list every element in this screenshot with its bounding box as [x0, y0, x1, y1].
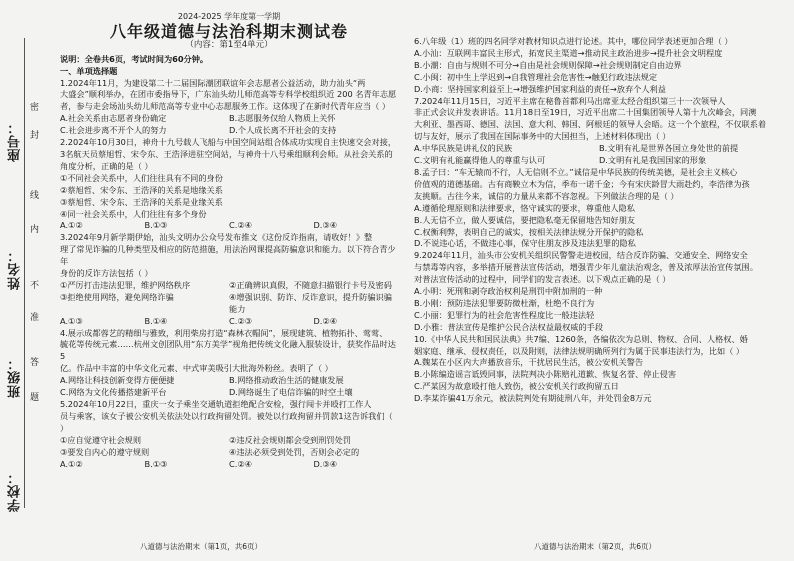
- question-stem-line: 8.孟子曰：“车无辕而不行，人无信则不立。”诚信是中华民族的传统美德，是社会主义核心: [414, 166, 738, 177]
- answer-option: C.权衡利弊，表明自己的诚实，按相关法律法规分开保护的隐私: [414, 226, 644, 237]
- answer-option: ①严厉打击违法犯罪，维护网络秩序: [60, 279, 191, 290]
- option-group: [60, 280, 398, 316]
- answer-choice: B.①③: [144, 220, 168, 231]
- answer-choices: [60, 459, 398, 471]
- answer-option: B.文明有礼是世界各国立身处世的前提: [599, 143, 739, 154]
- page-1: [60, 0, 398, 561]
- answer-option: A.社会关系由志愿者身份确定: [60, 113, 167, 124]
- answer-option: ②正确辨识真假，不随意扫描银行卡号及密码: [229, 279, 392, 290]
- seal-char: 题: [30, 393, 40, 403]
- answer-option: A.小明：死刑和剥夺政治权利是刑罚中附加刑的一种: [414, 286, 603, 297]
- question-stem-line: 3.2024年9月新学期伊始，汕头文明办公众号发布推文《这份反诈指南，请收好！》整: [60, 232, 373, 243]
- question-list: [414, 36, 784, 405]
- answer-option: C.小丽：犯罪行为的社会危害性程度比一般违法轻: [414, 309, 595, 320]
- question-stem-line: 理了常见诈骗的几种类型及相应的防范措施，用法治网课提高防骗意识和能力。以下符合青少年: [60, 244, 396, 267]
- answer-option: B.小潮：自由与规则不可分→自由是社会规则保障→社会规则制定自由边界: [414, 59, 682, 70]
- answer-option: ②蔡旭哲、宋令东、王浩泽的关系是地缘关系: [60, 184, 223, 195]
- question: [60, 399, 398, 470]
- answer-option: C.文明有礼能赢得他人的尊重与认可: [414, 155, 546, 166]
- exam-scope: （内容：第1至4单元）: [185, 39, 273, 50]
- answer-choices: [60, 220, 398, 232]
- answer-option: ④违法必须受到处罚，否则会必定的: [229, 446, 360, 457]
- page-footer: 八道德与法治期末（第2页，共6页）: [534, 542, 657, 552]
- question-stem-line: 姻家庭、继承、侵权责任，以及附则，法律法规明确所列行为属于民事违法行为，比如（ ）: [414, 345, 745, 356]
- answer-option: A.遵循伦理原则和法律要求，恪守诚实的要求，尊重他人隐私: [414, 202, 635, 213]
- question-stem-line: 7.2024年11月15日，习近平主席在秘鲁首都利马出席亚太经合组织第三十一次领导人: [414, 95, 726, 106]
- option-group: [414, 286, 784, 334]
- question-stem-line: 9.2024年11月，汕头市公安机关组织民警警走进校园，结合反诈防骗、交通安全、网络安全: [414, 250, 748, 261]
- name-field[interactable]: 姓名：: [8, 248, 23, 290]
- answer-choice: C.②④: [229, 220, 252, 231]
- answer-option: B.网络推动政治生活的健康发展: [229, 375, 344, 386]
- answer-option: ①应自觉遵守社会规则: [60, 434, 142, 445]
- answer-option: D.不说违心话，不做违心事，保守住朋友涉及违法犯罪的隐私: [414, 238, 636, 249]
- question-stem-line: 切与友好，展示了我国在国际事务中的大国担当，上述材料体现出（ ）: [414, 131, 671, 142]
- answer-choice: B.①③: [144, 458, 168, 469]
- answer-option: B.小刚：预防违法犯罪要防微杜渐，杜绝不良行为: [414, 297, 595, 308]
- question-stem-line: 友挑顺。古往今来，诚信的力量从来都不容忽视。下列做法合理的是（ ）: [414, 190, 679, 201]
- option-group: [414, 48, 784, 96]
- seat-number-field[interactable]: 座号：: [8, 120, 23, 162]
- answer-option: ④增强识别、防诈、反诈意识，提升防骗识骗能力: [229, 291, 392, 314]
- question-stem-line: 与禁毒等内容，多举措开展普法宣传活动，增强青少年儿童法治观念，普及浓厚法治宣传氛围。: [414, 262, 758, 273]
- option-group: [414, 143, 784, 167]
- section-heading: 一、单项选择题: [60, 65, 118, 76]
- answer-choice: C.②③: [229, 315, 252, 326]
- answer-option: A.小汕：互联网丰富民主形式，拓宽民主渠道→推动民主政治进步→提升社会文明程度: [414, 47, 723, 58]
- class-field[interactable]: 班级：: [8, 356, 23, 398]
- question: [414, 167, 784, 250]
- option-group: [60, 435, 398, 459]
- option-group: [60, 113, 398, 137]
- answer-option: ③蔡旭哲、宋令东、王浩泽的关系是业缘关系: [60, 196, 223, 207]
- question-stem-line: 非正式会议并发表讲话。11月18日至19日，习近平出席二十国集团领导人第十九次峰会，同澳: [414, 107, 757, 118]
- seal-char: 密: [30, 103, 40, 113]
- answer-option: ④同一社会关系中，人们往往有多个身份: [60, 208, 207, 219]
- question-stem-line: 价值观的道德基础。古有商鞅立木为信，季布一诺千金；今有宋庆龄冒大雨赴约，李浩律为孩: [414, 178, 750, 189]
- question: [414, 334, 784, 405]
- question-stem-line: 大盛会”顺利举办，在团市委指导下，广东汕头幼儿师范高等专科学校组织近 200 名青年志愿: [60, 89, 397, 100]
- answer-option: B.人无信不立，做人要诚信，要把隐私毫无保留地告知好朋友: [414, 214, 636, 225]
- question: [60, 328, 398, 399]
- question-stem-line: 1.2024年11月，为建设第二十二届国际潮团联谊年会志愿者公益活动，助力汕头“两: [60, 77, 366, 88]
- page-footer: 八道德与法治期末（第1页，共6页）: [140, 542, 263, 552]
- answer-option: D.个人成长离不开社会的支持: [229, 125, 337, 136]
- question-stem-line: 者，参与走会场汕头幼儿师范高等专业中心志愿服务工作。这体现了在新时代青年应当（ ）: [60, 101, 391, 112]
- answer-option: B.小陈编造谣言诋毁同事，法院判决小陈赔礼道歉、恢复名誉、停止侵害: [414, 369, 677, 380]
- seal-char: 线: [30, 191, 40, 201]
- answer-option: D.网络诞生了电信诈骗的时空土壤: [229, 387, 353, 398]
- page-2: [414, 0, 784, 561]
- answer-option: D.李某诈骗41万余元，被法院判处有期徒刑八年，并处罚金8万元: [414, 393, 652, 404]
- question-stem-line: 角度分析，正确的是（ ）: [60, 160, 153, 171]
- answer-choice: A.①②: [60, 220, 83, 231]
- answer-choice: A.①③: [60, 315, 83, 326]
- answer-option: D.小商：坚持国家利益至上→增强维护国家利益的责任→放弃个人利益: [414, 83, 666, 94]
- question: [414, 250, 784, 333]
- question-stem-line: 大利亚、墨西哥、德国、法国、意大利、韩国、阿根廷的领导人会晤。这一个个旅程，不仅联系着: [414, 119, 767, 130]
- answer-choice: D.③④: [313, 220, 338, 231]
- answer-choice: B.①④: [144, 315, 168, 326]
- question-stem-line: 身份的反诈方法包括（ ）: [60, 268, 153, 279]
- answer-option: ②违反社会规则都会受到刑罚处罚: [229, 434, 351, 445]
- answer-option: A.魏某在小区内大声播放音乐，干扰居民生活，被公安机关警告: [414, 357, 644, 368]
- seal-char: 答: [30, 358, 40, 368]
- question-stem-line: 3名航天员蔡旭哲、宋令东、王浩泽进驻空间站，与神舟十八号乘组顺利会师。从社会关系的: [60, 148, 393, 159]
- answer-option: ①不同社会关系中，人们往往具有不同的身份: [60, 172, 223, 183]
- answer-option: D.小雅：普法宣传是维护公民合法权益最权威的手段: [414, 321, 604, 332]
- answer-option: A.网络让科技创新变得方便便捷: [60, 375, 175, 386]
- answer-option: C.网络为文化传播搭建新平台: [60, 387, 167, 398]
- answer-option: B.志愿服务仅给人物质上关怀: [229, 113, 336, 124]
- exam-title: 八年级道德与法治科期末测试卷: [109, 21, 348, 41]
- question-list: [60, 78, 398, 471]
- answer-option: ③拒绝使用网络，避免网络诈骗: [60, 291, 174, 302]
- question-stem-line: 4.展示成都蓉艺的精细与雅致，利用柴房打造“森林衣帽间”，展现建筑、植物拓扑、莺莺、: [60, 327, 388, 338]
- question: [414, 36, 784, 96]
- answer-choices: [60, 316, 398, 328]
- question-stem-line: 亿。作品中丰富的中华文化元素、中式审美吸引大批海外粉丝。表明了（ ）: [60, 363, 333, 374]
- answer-option: C.小闽：初中生上学迟到→自我管理社会危害性→触犯行政违法规定: [414, 71, 658, 82]
- answer-choice: C.②④: [229, 458, 252, 469]
- question: [60, 232, 398, 327]
- answer-option: ③要发自内心的遵守规则: [60, 446, 150, 457]
- answer-option: D.文明有礼是我国国家的形象: [599, 155, 707, 166]
- answer-choice: D.③④: [313, 458, 338, 469]
- option-group: [60, 173, 398, 221]
- question: [414, 96, 784, 167]
- answer-choice: D.②④: [313, 315, 338, 326]
- question-stem-line: 6.八年级（1）班的四名同学对教材知识点进行论述。其中，哪位同学表述更加合理（ ）: [414, 36, 733, 46]
- seal-char: 准: [30, 313, 40, 323]
- school-field[interactable]: 学校：: [8, 470, 23, 512]
- question-stem-line: 对普法宣传活动的过程中，同学们的发言表述。以下观点正确的是（ ）: [414, 274, 671, 285]
- answer-choice: A.①②: [60, 458, 83, 469]
- question-stem-line: 5.2024年10月22日，重庆一女子乘坐交通轨道拒绝配合安检，强行闯卡并殴打工作人: [60, 399, 372, 409]
- answer-option: C.严某因为故意殴打他人致伤，被公安机关行政拘留五日: [414, 381, 619, 392]
- question: [60, 78, 398, 138]
- option-group: [414, 203, 784, 251]
- seal-char: 内: [30, 225, 40, 235]
- exam-instructions: 说明：全卷共6页，考试时间为60分钟。: [60, 53, 209, 64]
- binding-margin: [0, 0, 52, 561]
- school-year: 2024-2025 学年度第一学期: [177, 12, 281, 21]
- option-group: [60, 375, 398, 399]
- answer-option: A.中华民族是讲礼仪的民族: [414, 143, 513, 154]
- question-stem-line: 毓花等传统元素……杭州文创团队用“东方美学”视角把传统文化融入服装设计，获奖作品时达 5: [60, 339, 396, 362]
- question-stem-line: 2.2024年10月30日，神舟十九号载人飞船与中国空间站组合体成功实现自主快速交会对接，: [60, 137, 397, 148]
- question-stem-line: 10.《中华人民共和国民法典》共7编、1260条，各编依次为总则、物权、合同、人格权、婚: [414, 333, 748, 344]
- answer-option: C.社会进步离不开个人的努力: [60, 125, 167, 136]
- seal-char: 封: [30, 131, 40, 141]
- question: [60, 137, 398, 232]
- question-stem-line: 员与乘客，该女子被公安机关依法处以行政拘留处罚。被处以行政拘留并罚款1这告诉我们（ ）: [60, 410, 393, 433]
- seal-char: 不: [30, 281, 40, 291]
- option-group: [414, 357, 784, 405]
